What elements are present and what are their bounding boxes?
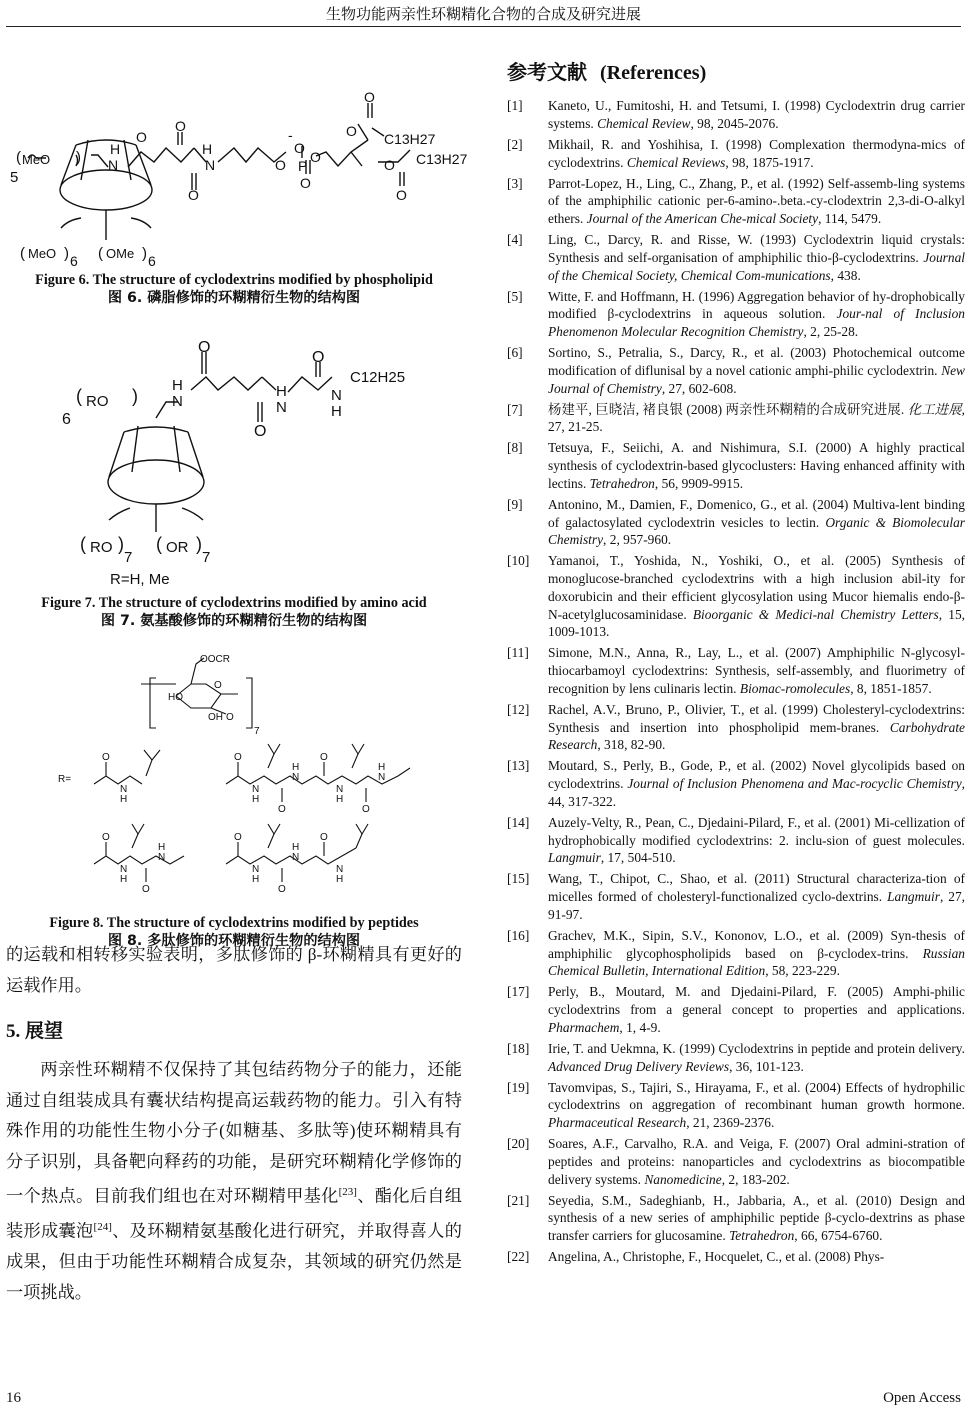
svg-text:6: 6 <box>148 253 156 269</box>
svg-text:O: O <box>226 712 234 723</box>
figure-6-caption-cn: 图 6. 磷脂修饰的环糊精衍生物的结构图 <box>107 290 361 306</box>
reference-item <box>507 1248 965 1266</box>
reference-number: [5] <box>507 288 523 304</box>
svg-text:(: ( <box>20 245 25 262</box>
svg-text:H: H <box>378 762 386 773</box>
svg-text:O: O <box>136 129 147 145</box>
reference-text: Seyedia, S.M., Sadeghianb, H., Jabbaria, A., et al. (2010) Design and synthesis of a new series of amphiphilic peptide β-cyclo-dextrins as phase transfer carriers for glucosamine. Tetrahedron, 66, 6754-6760. <box>548 1192 965 1243</box>
svg-text:O: O <box>312 349 325 366</box>
reference-item <box>507 644 965 697</box>
svg-text:H: H <box>120 794 128 805</box>
svg-text:OMe: OMe <box>106 246 135 261</box>
body-paragraph-2: 两亲性环糊精不仅保持了其包结药物分子的能力，还能通过自组装成具有囊状结构提高运载药物的能力。引入有特殊作用的功能性生物小分子(如糖基、多肽等)使环糊精具有分子识别，具备靶向释药的功能，是研究环糊精化学修饰的一个热点。目前我们组也在对环糊精甲基化[23]、酯化后自组装形成囊泡[24]、及环糊精氨基酸化进行研究，并取得喜人的成果，但由于功能性环糊精合成复杂，其领域的研究仍然是一项挑战。 <box>6 1060 462 1302</box>
figure-7-caption-cn: 图 7. 氨基酸修饰的环糊精衍生物的结构图 <box>100 613 368 629</box>
reference-journal: Nanomedicine <box>644 1171 722 1187</box>
references-title: 参考文献 (References) <box>507 60 707 84</box>
svg-text:O: O <box>396 187 407 203</box>
figure-6-structure <box>6 40 468 269</box>
reference-item <box>507 983 965 1036</box>
svg-text:N: N <box>158 852 166 863</box>
svg-text:H: H <box>252 874 260 885</box>
reference-journal: Chemical Review <box>597 115 691 131</box>
svg-text:O: O <box>275 157 286 173</box>
svg-text:O: O <box>278 884 286 895</box>
reference-text: Tetsuya, F., Seiichi, A. and Nishimura, S.I. (2000) A highly practical synthesis of cyclodextrin-based glycoclusters: Having enhanced affinity with lectins. Tetrahedron, 56, 9909-9915. <box>548 440 965 491</box>
svg-text:H: H <box>336 794 344 805</box>
reference-text: Grachev, M.K., Sipin, S.V., Kononov, L.O., et al. (2009) Syn-thesis of amphiphilic glycophospholipids based on β-cyclodex-trins. Russian Chemical Bulletin, International Edition, 58, 223-229. <box>548 927 965 979</box>
reference-item <box>507 97 965 132</box>
reference-number: [16] <box>507 927 530 943</box>
reference-list <box>507 97 965 1266</box>
reference-journal: Jour-nal of Inclusion Phenomenon Molecular Recognition Chemistry <box>548 306 965 339</box>
svg-text:7: 7 <box>202 549 211 566</box>
svg-text:O: O <box>294 140 305 156</box>
reference-item <box>507 870 965 923</box>
reference-number: [2] <box>507 136 523 152</box>
reference-text: Yamanoi, T., Yoshida, N., Yoshiki, O., et al. (2005) Synthesis of monoglucose-branched cyclodextrins with a high inclusion abil-ity for doxorubicin and their efficient glycosylation using Mucor hiemalis endo-β-N-acetylglucosaminidase. Bioorganic & Medici-nal Chemistry Letters, 15, 1009-1013. <box>548 553 965 640</box>
svg-text:N: N <box>252 784 260 795</box>
svg-text:R=: R= <box>58 774 72 785</box>
reference-item <box>507 1040 965 1075</box>
svg-text:N: N <box>172 393 183 410</box>
svg-text:O: O <box>300 175 311 191</box>
svg-text:O: O <box>198 339 211 356</box>
reference-text: Moutard, S., Perly, B., Gode, P., et al. (2002) Novel glycolipids based on cyclodextrins. Journal of Inclusion Phenomena and Mac-rocyclic Chemistry, 44, 317-322. <box>548 758 966 809</box>
reference-text: Rachel, A.V., Bruno, P., Olivier, T., et al. (1999) Cholesteryl-cyclodextrins: Synthesis and insertion into phospholipid mem-branes. Carbohydrate Research, 318, 82-90. <box>548 701 965 753</box>
reference-journal: Tetrahedron <box>729 1228 795 1243</box>
reference-text: Kaneto, U., Fumitoshi, H. and Tetsumi, I. (1998) Cyclodextrin drug carrier systems. Chemical Review, 98, 2045-2076. <box>548 98 965 131</box>
svg-text:O: O <box>364 89 375 105</box>
reference-number: [22] <box>507 1249 530 1265</box>
svg-text:O: O <box>346 123 357 139</box>
reference-text: Soares, A.F., Carvalho, R.A. and Veiga, F. (2007) Oral admini-stration of peptides and proteins: nanoparticles and cyclodextrins as biocompatible delivery systems. Nanomedicine, 2, 183-202. <box>548 1136 965 1187</box>
reference-number: [18] <box>507 1040 530 1056</box>
reference-number: [14] <box>507 814 530 830</box>
svg-text:O: O <box>234 752 242 763</box>
reference-number: [1] <box>507 98 523 113</box>
reference-text: 杨建平, 巨晓洁, 褚良银 (2008) 两亲性环糊精的合成研究进展. 化工进展, 27, 21-25. <box>548 401 965 435</box>
svg-text:C13H27: C13H27 <box>384 131 436 147</box>
svg-text:N: N <box>331 387 342 404</box>
reference-item <box>507 757 965 810</box>
open-access-label: Open Access <box>883 1390 961 1406</box>
reference-number: [8] <box>507 440 523 456</box>
reference-item <box>507 701 965 754</box>
svg-text:O: O <box>320 832 328 843</box>
reference-journal: Langmuir <box>887 889 940 904</box>
svg-text:O: O <box>175 118 186 134</box>
figure-6-caption-en: Figure 6. The structure of cyclodextrins modified by phospholipid <box>35 272 433 288</box>
svg-text:O: O <box>102 832 110 843</box>
svg-text:MeO: MeO <box>22 152 51 167</box>
svg-text:5: 5 <box>10 169 19 186</box>
reference-number: [13] <box>507 758 530 774</box>
svg-text:(: ( <box>76 386 82 406</box>
svg-text:MeO: MeO <box>28 246 57 261</box>
svg-text:N: N <box>292 772 300 783</box>
reference-number: [7] <box>507 401 523 417</box>
svg-text:N: N <box>276 399 287 416</box>
svg-text:(: ( <box>16 149 21 166</box>
reference-item <box>507 439 965 492</box>
svg-text:(: ( <box>80 534 86 554</box>
reference-number: [6] <box>507 345 523 361</box>
svg-text:H: H <box>252 794 260 805</box>
svg-text:): ) <box>196 534 202 554</box>
svg-text:7: 7 <box>124 549 133 566</box>
svg-text:RO: RO <box>90 539 113 556</box>
reference-number: [15] <box>507 871 530 887</box>
svg-text:N: N <box>120 784 128 795</box>
reference-item <box>507 1135 965 1188</box>
body-paragraph-1: 的运载和相转移实验表明，多肽修饰的 β-环糊精具有更好的运载作用。 <box>6 945 462 995</box>
svg-text:OH: OH <box>208 712 223 723</box>
reference-item <box>507 401 965 436</box>
reference-number: [12] <box>507 701 530 717</box>
svg-text:N: N <box>378 772 386 783</box>
svg-text:R=H, Me: R=H, Me <box>110 571 170 588</box>
figure-6 <box>6 40 468 307</box>
svg-text:O: O <box>384 157 395 173</box>
reference-journal: Pharmaceutical Research <box>548 1115 687 1130</box>
reference-journal: Journal of the Chemical Society, Chemical Com-munications <box>548 249 965 283</box>
reference-number: [3] <box>507 175 523 191</box>
reference-journal: Carbohydrate Research <box>548 719 965 753</box>
svg-text:O: O <box>278 804 286 815</box>
reference-journal: Advanced Drug Delivery Reviews <box>548 1058 730 1074</box>
svg-text:HO: HO <box>168 692 183 703</box>
svg-text:O: O <box>362 804 370 815</box>
citation-23[interactable]: [23] <box>338 1186 357 1198</box>
reference-text: Antonino, M., Damien, F., Domenico, G., et al. (2004) Multiva-lent binding of galactosylated cyclodextrin vesicles to lectin. Organic & Biomolecular Chemistry, 2, 957-960. <box>548 496 965 548</box>
svg-text:(: ( <box>98 245 103 262</box>
reference-item <box>507 496 965 549</box>
svg-text:N: N <box>205 157 216 173</box>
reference-text: Mikhail, R. and Yoshihisa, I. (1998) Complexation thermodyna-mics of cyclodextrins. Chemical Reviews, 98, 1875-1917. <box>548 136 965 170</box>
reference-text: Wang, T., Chipot, C., Shao, et al. (2011) Structural characteriza-tion of micelles formed of cholesteryl-functionalized cyclo-dextrins. Langmuir, 27, 91-97. <box>548 871 966 922</box>
svg-text:): ) <box>64 245 69 262</box>
svg-text:H: H <box>158 842 166 853</box>
section-number: 5. <box>6 1021 21 1042</box>
svg-text:N: N <box>120 864 128 875</box>
reference-text: Witte, F. and Hoffmann, H. (1996) Aggregation behavior of hy-drophobically modified β-cyclodextrins in aqueous solution. Jour-nal of Inclusion Phenomenon Molecular Recognition Chemistry, 2, 25-28. <box>548 288 965 339</box>
svg-text:C13H27: C13H27 <box>416 151 468 167</box>
left-column <box>6 40 468 1380</box>
figure-8-structure <box>6 636 462 904</box>
svg-text:-: - <box>288 127 293 143</box>
svg-text:O: O <box>310 149 321 165</box>
reference-journal: 化工进展 <box>907 401 962 417</box>
svg-text:7: 7 <box>254 726 260 737</box>
references-column <box>507 56 965 1386</box>
reference-item <box>507 1192 965 1245</box>
svg-text:O: O <box>320 752 328 763</box>
reference-number: [9] <box>507 496 523 512</box>
reference-item <box>507 136 965 171</box>
reference-journal: Russian Chemical Bulletin, International Edition <box>548 945 965 979</box>
running-head: 生物功能两亲性环糊精化合物的合成及研究进展 <box>325 7 641 23</box>
svg-text:): ) <box>132 386 138 406</box>
figure-8-caption-cn: 图 8. 多肽修饰的环糊精衍生物的结构图 <box>107 933 361 949</box>
reference-text: Auzely-Velty, R., Pean, C., Djedaini-Pilard, F., et al. (2001) Mi-cellization of hydrophobically modified cyclodextrins: 2. inclu-sion of guest molecules. Langmuir, 17, 504-510. <box>548 814 965 866</box>
figure-7 <box>6 322 462 630</box>
svg-text:H: H <box>202 141 213 157</box>
svg-text:H: H <box>336 874 344 885</box>
svg-text:H: H <box>172 377 183 394</box>
svg-text:P: P <box>298 158 308 174</box>
section-title: 展望 <box>25 1020 64 1042</box>
reference-number: [4] <box>507 232 523 248</box>
reference-journal: Langmuir <box>548 850 601 866</box>
reference-number: [10] <box>507 553 530 569</box>
page-number: 16 <box>6 1390 21 1406</box>
svg-text:): ) <box>118 534 124 554</box>
svg-text:(: ( <box>156 534 162 554</box>
reference-journal: Organic & Biomolecular Chemistry <box>548 514 965 548</box>
svg-text:O: O <box>142 884 150 895</box>
reference-journal: Chemical Reviews <box>626 154 726 170</box>
reference-text: Simone, M.N., Anna, R., Lay, L., et al. (2007) Amphiphilic N-glycosyl-thiocarbamoyl cyclodextrins: Synthesis, self-assembly, and fluorimetry of recognition by lens culinaris lectin. Biomac-romolecules, 8, 1851-1857. <box>548 645 965 696</box>
reference-item <box>507 231 965 284</box>
section-heading <box>6 1016 63 1043</box>
reference-journal: Pharmachem <box>548 1019 620 1035</box>
svg-text:N: N <box>336 864 344 875</box>
svg-text:RO: RO <box>86 393 109 410</box>
svg-text:OR: OR <box>166 539 189 556</box>
svg-text:O: O <box>214 680 222 691</box>
svg-text:H: H <box>110 141 121 157</box>
svg-text:N: N <box>108 157 119 173</box>
header-rule <box>6 26 961 27</box>
reference-number: [11] <box>507 645 529 661</box>
svg-text:): ) <box>76 149 81 166</box>
svg-text:O: O <box>254 423 267 440</box>
citation-24[interactable]: [24] <box>93 1221 112 1234</box>
svg-text:H: H <box>120 874 128 885</box>
reference-text: Perly, B., Moutard, M. and Djedaini-Pilard, F. (2005) Amphi-philic cyclodextrins from a general concept to properties and applications. Pharmachem, 1, 4-9. <box>548 984 965 1035</box>
svg-text:O: O <box>102 752 110 763</box>
reference-item <box>507 288 965 341</box>
reference-journal: Tetrahedron <box>589 475 655 491</box>
svg-text:6: 6 <box>70 253 78 269</box>
reference-text: Angelina, A., Christophe, F., Hocquelet, C., et al. (2008) Phys- <box>548 1249 885 1265</box>
reference-item <box>507 552 965 641</box>
reference-item <box>507 175 965 228</box>
reference-text: Ling, C., Darcy, R. and Risse, W. (1993) Cyclodextrin liquid crystals: Synthesis and self-organisation of amphiphilic thio-β-cyclodextrins. Journal of the Chemical Society, Chemical Com-munications, 438. <box>548 232 965 283</box>
reference-journal: Bioorganic & Medici-nal Chemistry Letters <box>692 606 939 622</box>
reference-text: Irie, T. and Uekmna, K. (1999) Cyclodextrins in peptide and protein delivery. Advanced Drug Delivery Reviews, 36, 101-123. <box>548 1040 965 1074</box>
svg-text:N: N <box>292 852 300 863</box>
svg-text:O: O <box>234 832 242 843</box>
reference-number: [21] <box>507 1192 530 1208</box>
figure-8-caption-en: Figure 8. The structure of cyclodextrins modified by peptides <box>49 915 419 931</box>
svg-text:N: N <box>336 784 344 795</box>
svg-text:O: O <box>188 187 199 203</box>
reference-item <box>507 344 965 397</box>
figure-7-structure <box>6 322 462 590</box>
svg-text:): ) <box>142 245 147 262</box>
reference-item <box>507 927 965 980</box>
svg-text:H: H <box>292 842 300 853</box>
reference-text: Sortino, S., Petralia, S., Darcy, R., et al. (2003) Photochemical outcome modification of diflunisal by a novel cationic amphi-philic cyclodextrin. New Journal of Chemistry, 27, 602-608. <box>548 345 965 396</box>
svg-text:OOCR: OOCR <box>200 654 230 665</box>
reference-text: Tavomvipas, S., Tajiri, S., Hirayama, F., et al. (2004) Effects of hydrophilic cyclodextrins on aggregation of recombinant human growth hormone. Pharmaceutical Research, 21, 2369-2376. <box>548 1079 965 1130</box>
figure-8 <box>6 636 462 950</box>
svg-text:C12H25: C12H25 <box>350 369 406 386</box>
reference-number: [20] <box>507 1136 530 1152</box>
reference-journal: Journal of the American Che-mical Society <box>586 211 819 226</box>
reference-item <box>507 814 965 867</box>
figure-7-caption-en: Figure 7. The structure of cyclodextrins modified by amino acid <box>41 595 427 611</box>
svg-text:H: H <box>331 403 342 420</box>
reference-number: [19] <box>507 1079 530 1095</box>
svg-text:6: 6 <box>62 411 71 428</box>
reference-text: Parrot-Lopez, H., Ling, C., Zhang, P., et al. (1992) Self-assemb-ling systems of the amphiphilic cationic per-6-amino-.beta.-cy-clodextrin 2,3-di-O-alkyl ethers. Journal of the American Che-mical Society, 114, 5479. <box>548 175 965 226</box>
reference-journal: New Journal of Chemistry <box>548 362 965 396</box>
reference-number: [17] <box>507 984 530 1000</box>
reference-journal: Journal of Inclusion Phenomena and Mac-rocyclic Chemistry <box>627 776 962 791</box>
reference-journal: Biomac-romolecules <box>739 680 851 696</box>
svg-text:H: H <box>292 762 300 773</box>
svg-text:N: N <box>252 864 260 875</box>
svg-text:H: H <box>276 383 287 400</box>
reference-item <box>507 1079 965 1132</box>
